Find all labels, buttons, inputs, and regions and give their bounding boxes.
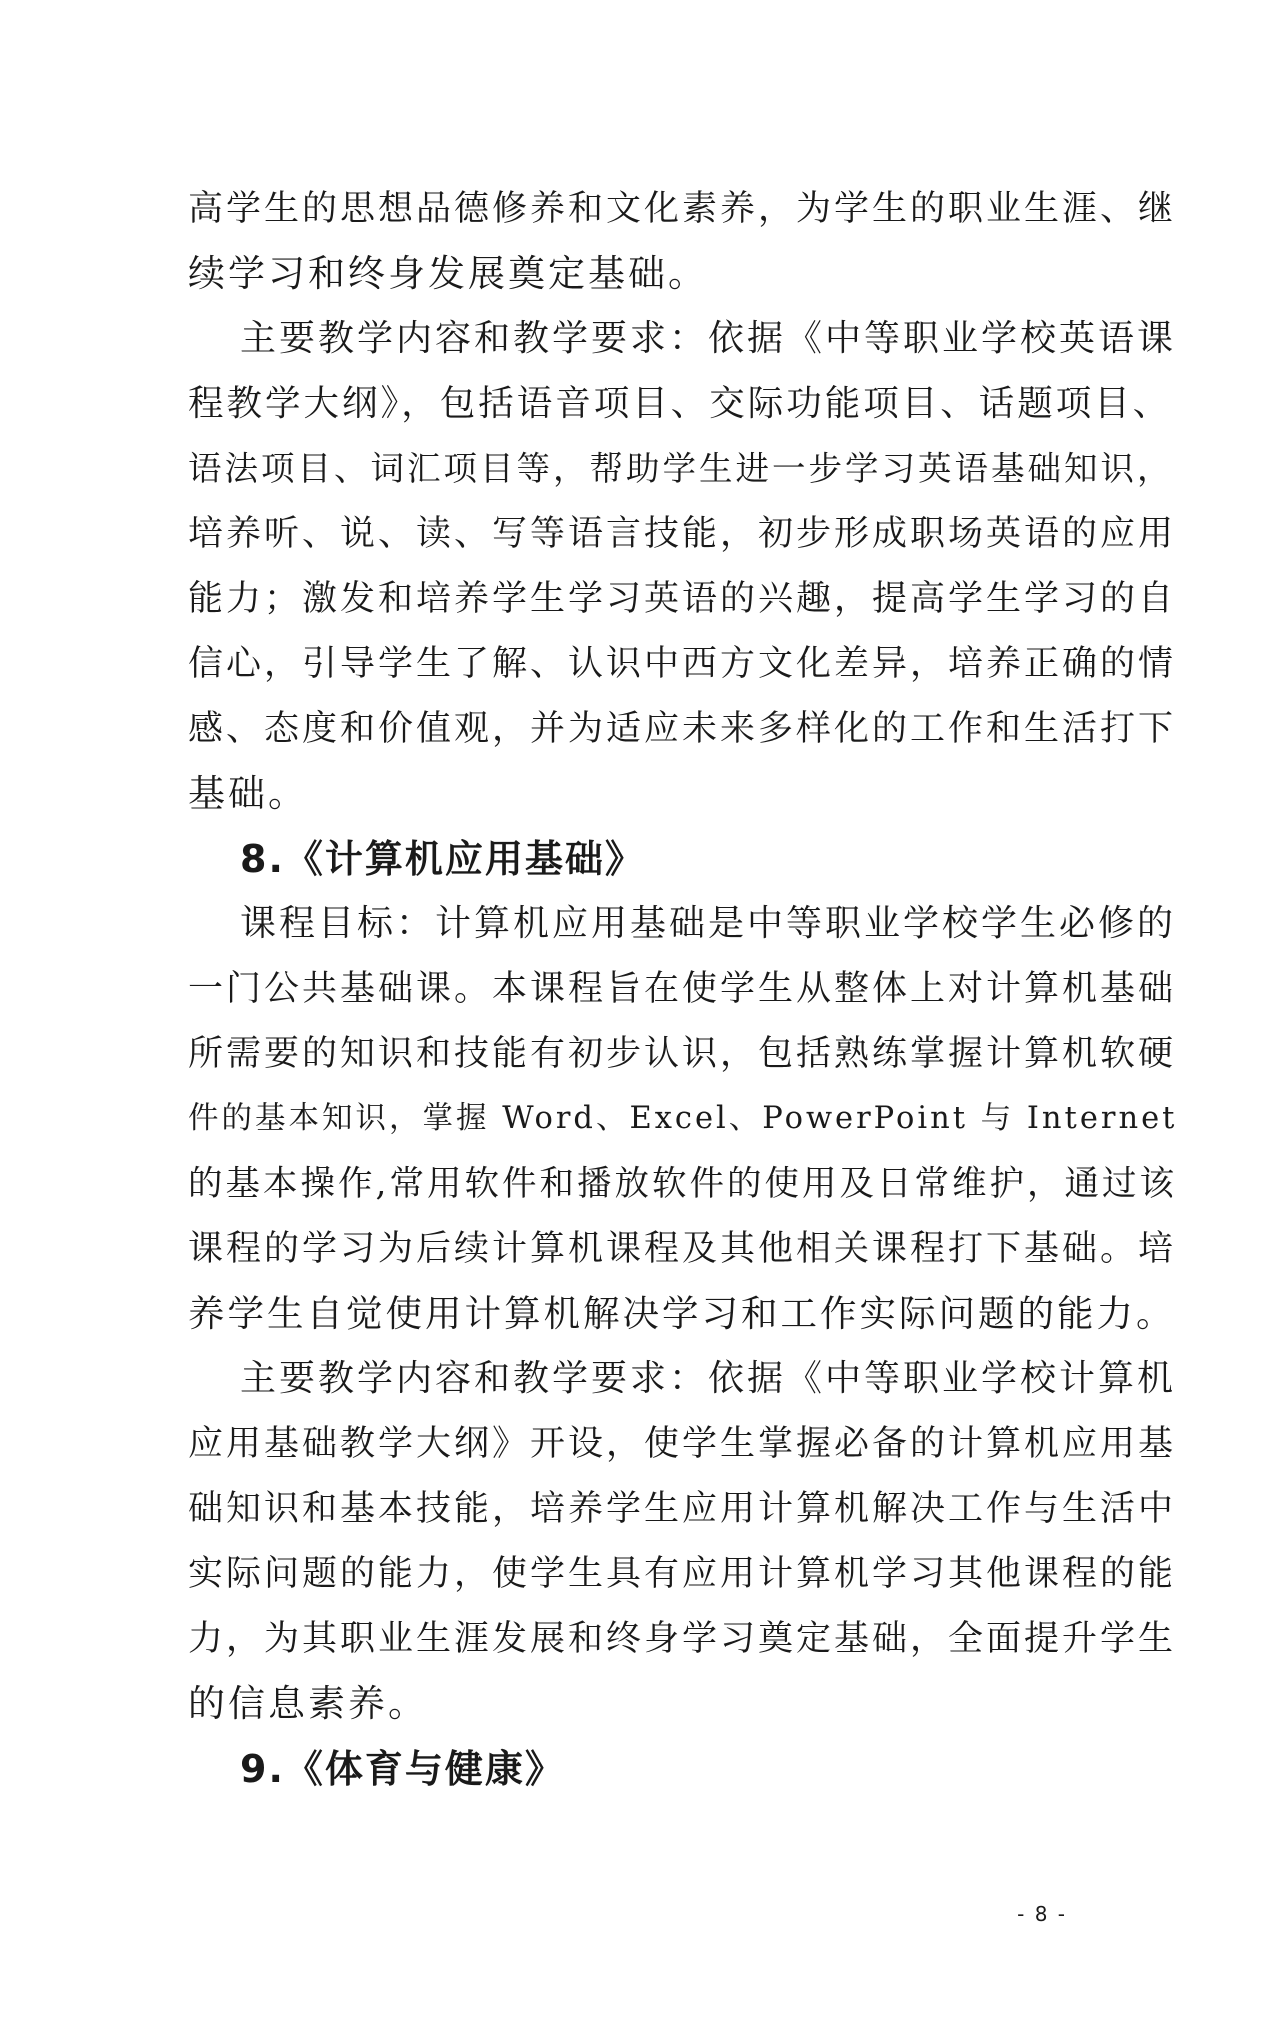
paragraph-line: 的基本操作,常用软件和播放软件的使用及日常维护，通过该 [188,1164,1177,1204]
paragraph-line: 力，为其职业生涯发展和终身学习奠定基础，全面提升学生 [188,1619,1177,1659]
section-heading-9: 9.《体育与健康》 [240,1747,565,1791]
paragraph-line: 应用基础教学大纲》开设，使学生掌握必备的计算机应用基 [188,1424,1177,1464]
paragraph-line: 养学生自觉使用计算机解决学习和工作实际问题的能力。 [188,1292,1176,1335]
paragraph-line: 信心，引导学生了解、认识中西方文化差异，培养正确的情 [188,644,1177,684]
paragraph-line: 一门公共基础课。本课程旨在使学生从整体上对计算机基础 [188,969,1177,1009]
paragraph-line: 语法项目、词汇项目等，帮助学生进一步学习英语基础知识， [188,449,1174,488]
paragraph-line: 基础。 [188,772,308,815]
paragraph-line: 主要教学内容和教学要求：依据《中等职业学校计算机 [240,1358,1177,1399]
paragraph-line: 高学生的思想品德修养和文化素养，为学生的职业生涯、继 [188,189,1177,229]
paragraph-line: 程教学大纲》，包括语音项目、交际功能项目、话题项目、 [188,383,1172,424]
paragraph-line: 续学习和终身发展奠定基础。 [188,252,708,295]
paragraph-line: 的信息素养。 [188,1682,428,1725]
section-heading-8: 8.《计算机应用基础》 [240,837,645,881]
paragraph-line: 主要教学内容和教学要求：依据《中等职业学校英语课 [240,318,1177,359]
paragraph-line: 能力；激发和培养学生学习英语的兴趣，提高学生学习的自 [188,579,1177,619]
paragraph-line: 件的基本知识，掌握 Word、Excel、PowerPoint 与 Internet [188,1101,1178,1136]
paragraph-line: 感、态度和价值观，并为适应未来多样化的工作和生活打下 [188,709,1177,749]
paragraph-line: 础知识和基本技能，培养学生应用计算机解决工作与生活中 [188,1489,1177,1529]
page-number: - 8 - [1017,1902,1067,1926]
paragraph-line: 培养听、说、读、写等语言技能，初步形成职场英语的应用 [188,514,1177,554]
paragraph-line: 课程的学习为后续计算机课程及其他相关课程打下基础。培 [188,1229,1177,1269]
paragraph-line: 所需要的知识和技能有初步认识，包括熟练掌握计算机软硬 [188,1034,1177,1074]
paragraph-line: 实际问题的能力，使学生具有应用计算机学习其他课程的能 [188,1554,1177,1594]
paragraph-line: 课程目标：计算机应用基础是中等职业学校学生必修的 [240,903,1177,944]
